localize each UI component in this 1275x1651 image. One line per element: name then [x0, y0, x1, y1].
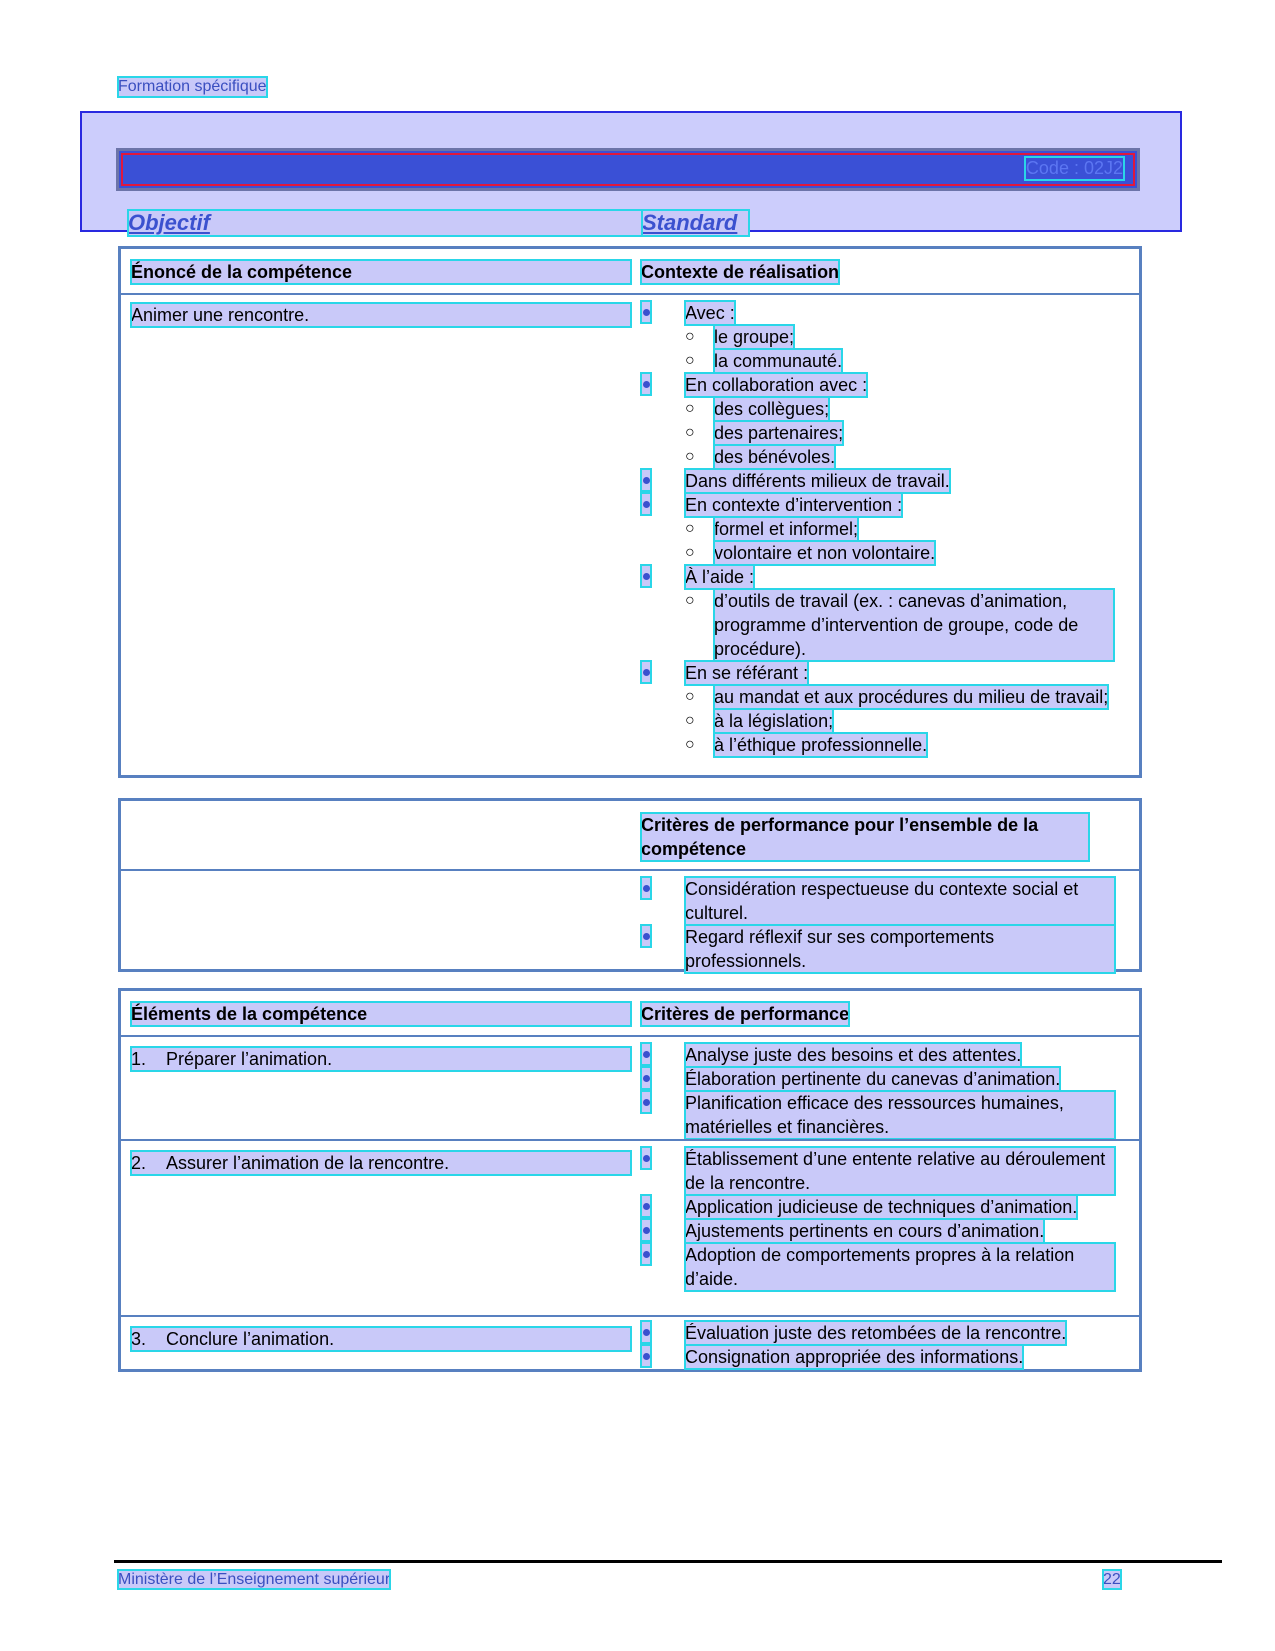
criteria-item — [641, 661, 1131, 757]
criteria-item — [641, 1091, 1131, 1139]
criteria-item — [641, 301, 1131, 373]
bullet-icon — [641, 1321, 651, 1343]
bullet-icon — [641, 301, 651, 323]
sub-item — [641, 517, 1131, 541]
contexte-list — [641, 301, 1131, 757]
sub-item — [641, 445, 1131, 469]
criteria-item — [641, 373, 1131, 469]
criteres-header: Critères de performance — [641, 1004, 850, 1024]
elements-header: Éléments de la compétence — [131, 1002, 631, 1026]
sub-item-text: des partenaires; — [714, 423, 844, 443]
circle-bullet-icon: ○ — [685, 448, 695, 465]
sub-item-text: le groupe; — [714, 327, 795, 347]
element-row — [121, 1139, 1139, 1315]
criteria-item — [641, 1195, 1131, 1219]
circle-bullet-icon: ○ — [685, 712, 695, 729]
sub-item-text: d’outils de travail (ex. : canevas d’animation, programme d’intervention de groupe, code de procédure). — [714, 589, 1114, 661]
bullet-icon — [641, 565, 651, 587]
bullet-icon — [641, 877, 651, 899]
criteria-text: Application judicieuse de techniques d’animation. — [685, 1197, 1078, 1217]
sub-item — [641, 589, 1131, 661]
contexte-header: Contexte de réalisation — [641, 262, 840, 282]
element-row — [121, 1315, 1139, 1371]
sub-item — [641, 541, 1131, 565]
bullet-icon — [641, 1091, 651, 1113]
ensemble-list — [641, 877, 1131, 973]
running-header: Formation spécifique — [118, 78, 267, 95]
sub-item — [641, 397, 1131, 421]
criteria-text: Dans différents milieux de travail. — [685, 471, 950, 491]
criteria-item — [641, 877, 1131, 925]
criteria-text: Adoption de comportements propres à la relation d’aide. — [685, 1243, 1115, 1291]
elements-table — [118, 988, 1142, 1372]
bullet-icon — [641, 1195, 651, 1217]
criteria-text: Établissement d’une entente relative au déroulement de la rencontre. — [685, 1147, 1115, 1195]
criteria-item — [641, 1067, 1131, 1091]
criteria-item — [641, 469, 1131, 493]
criteria-text: Évaluation juste des retombées de la rencontre. — [685, 1323, 1067, 1343]
enonce-text: Animer une rencontre. — [131, 303, 631, 327]
sub-item-text: volontaire et non volontaire. — [714, 543, 936, 563]
bullet-icon — [641, 1067, 651, 1089]
sub-item — [641, 709, 1131, 733]
criteria-item — [641, 1321, 1131, 1345]
bullet-icon — [641, 1345, 651, 1367]
circle-bullet-icon: ○ — [685, 328, 695, 345]
criteria-text: En collaboration avec : — [685, 375, 868, 395]
criteria-item — [641, 565, 1131, 661]
sub-item-text: à la législation; — [714, 711, 834, 731]
circle-bullet-icon: ○ — [685, 688, 695, 705]
circle-bullet-icon: ○ — [685, 424, 695, 441]
circle-bullet-icon: ○ — [685, 592, 695, 609]
element-row — [121, 1035, 1139, 1139]
bullet-icon — [641, 1243, 651, 1265]
criteria-text: En se référant : — [685, 663, 809, 683]
sub-item — [641, 349, 1131, 373]
criteria-text: Consignation appropriée des informations. — [685, 1347, 1024, 1367]
criteria-text: Considération respectueuse du contexte social et culturel. — [685, 877, 1115, 925]
criteria-text: En contexte d’intervention : — [685, 495, 903, 515]
criteria-item — [641, 1243, 1131, 1291]
criteria-item — [641, 925, 1131, 973]
sub-item-text: formel et informel; — [714, 519, 859, 539]
circle-bullet-icon: ○ — [685, 544, 695, 561]
sub-item — [641, 685, 1131, 709]
bullet-icon — [641, 1043, 651, 1065]
sub-item — [641, 325, 1131, 349]
sub-item-text: la communauté. — [714, 351, 843, 371]
criteria-item — [641, 493, 1131, 565]
footer-rule — [114, 1560, 1222, 1563]
criteria-text: Ajustements pertinents en cours d’animation. — [685, 1221, 1045, 1241]
footer-ministry: Ministère de l’Enseignement supérieur — [118, 1571, 391, 1588]
sub-item — [641, 733, 1131, 757]
criteria-text: À l’aide : — [685, 567, 755, 587]
enonce-header: Énoncé de la compétence — [131, 260, 631, 284]
element-label: 3. Conclure l’animation. — [131, 1327, 631, 1351]
objectif-heading: Objectif — [128, 210, 642, 236]
criteria-item — [641, 1147, 1131, 1195]
element-label: 1. Préparer l’animation. — [131, 1047, 631, 1071]
sub-item-text: au mandat et aux procédures du milieu de travail; — [714, 687, 1109, 707]
criteria-text: Avec : — [685, 303, 735, 323]
criteria-text: Planification efficace des ressources humaines, matérielles et financières. — [685, 1091, 1115, 1139]
bullet-icon — [641, 469, 651, 491]
bullet-icon — [641, 661, 651, 683]
sub-item-text: des bénévoles. — [714, 447, 836, 467]
bullet-icon — [641, 493, 651, 515]
ensemble-table — [118, 798, 1142, 972]
criteria-text: Élaboration pertinente du canevas d’animation. — [685, 1069, 1061, 1089]
bullet-icon — [641, 925, 651, 947]
competence-table — [118, 246, 1142, 778]
circle-bullet-icon: ○ — [685, 400, 695, 417]
circle-bullet-icon: ○ — [685, 520, 695, 537]
circle-bullet-icon: ○ — [685, 736, 695, 753]
sub-item — [641, 421, 1131, 445]
bullet-icon — [641, 373, 651, 395]
bullet-icon — [641, 1219, 651, 1241]
circle-bullet-icon: ○ — [685, 352, 695, 369]
ensemble-header: Critères de performance pour l’ensemble de la compétence — [641, 813, 1089, 861]
criteria-item — [641, 1345, 1131, 1369]
bullet-icon — [641, 1147, 651, 1169]
element-label: 2. Assurer l’animation de la rencontre. — [131, 1151, 631, 1175]
criteria-item — [641, 1219, 1131, 1243]
sub-item-text: à l’éthique professionnelle. — [714, 735, 928, 755]
code-bar — [116, 148, 1140, 191]
sub-item-text: des collègues; — [714, 399, 830, 419]
criteria-text: Analyse juste des besoins et des attentes. — [685, 1045, 1022, 1065]
criteria-text: Regard réflexif sur ses comportements professionnels. — [685, 925, 1115, 973]
page-number: 22 — [1103, 1571, 1121, 1588]
code-label: Code : 02J2 — [1025, 158, 1123, 178]
criteria-item — [641, 1043, 1131, 1067]
standard-heading: Standard — [642, 210, 749, 236]
